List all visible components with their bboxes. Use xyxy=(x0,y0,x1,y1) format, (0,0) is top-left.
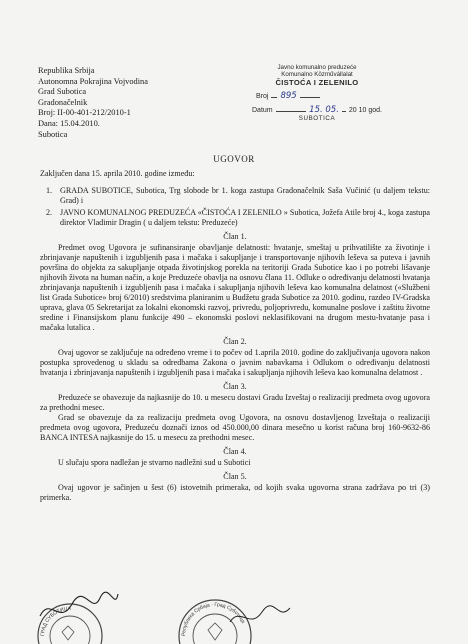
stamp-city: SUBOTICA xyxy=(298,114,336,122)
party-number: 2. xyxy=(46,208,53,217)
article-paragraph: Predmet ovog Ugovora je sufinansiranje obavljanje delatnosti: hvatanje, smeštaj u prihvatilište za životinje i zbrinjavanje napuštenih i izgubljenih pasa i mačaka i sakupljanje i transportovanje njihovih leševa sa puteva i javnih površina do objekta za sakupljanje otpada životinjskog porekla na teritoriji Grada Subotice kao i po potrebi lišavanje njihovih života na human način, a koje Preduzeće obavlja na osnovu člana 11. Odluke o određivanju delatnosti hvatanja zbrinjavanja napuštenih i izgubljenih pasa i mačaka i sakupljanja njihovih leševa kao komunalna delatnost («Službeni list Grada Subotice» broj 6/2010) sredstvima planiranim u Budžetu grada Subotice za 2010. godinu, razdeo IV-Gradska uprava, glava 05 Sekretarijat za lokalni ekonomski razvoj, privredu, poljoprivredu, komunalne poslove i zaštitu životne sredine i Finansijskom planu funkcije 490 – ekonomski poslovi neklasifikovani na drugom mestu-hvatanje pasa i mačaka lutalica . xyxy=(40,243,430,332)
registry-stamp xyxy=(252,64,382,122)
article-paragraph: Ovaj ugovor se zaključuje na određeno vreme i to počev od 1.aprila 2010. godine do zaključivanja ugovora nakon postupka sprovedenog u skladu sa odredbama Zakona o javnim nabavkama i Odlukom o određivanju delatnosti hvatanja i zbrinjavanja napuštenih i izgubljenih pasa i mačaka i sakupljanja njihovih leševa kao komunalna delatnost . xyxy=(40,348,430,377)
party-item xyxy=(46,208,430,228)
article-heading: Član 2. xyxy=(223,337,247,346)
party-item xyxy=(46,186,430,206)
seals-and-signatures xyxy=(0,586,468,644)
seal-right xyxy=(179,600,251,644)
seal-right-text: Република Србија · Град Суботица xyxy=(180,601,246,637)
stamp-datum-value: 15. 05. xyxy=(309,104,339,115)
document-title: UGOVOR xyxy=(213,154,255,164)
sender-line: Subotica xyxy=(38,129,68,139)
article-paragraph: Grad se obavezuje da za realizaciju predmeta ovog Ugovora, na osnovu dostavljenog Izveštaja o realizaciji predmeta ovog ugovora, Preduzeću doznači iznos od 450.000,00 dinara mesečno u korist računa broj 160-9632-86 BANCA INTESA najkasnije do 15. u mesecu za prethodni mesec. xyxy=(40,413,430,442)
seal-left-text: ГРАД СУБОТИЦА xyxy=(39,605,72,637)
article-heading: Član 5. xyxy=(223,472,247,481)
sender-block xyxy=(38,66,148,140)
article-heading: Član 3. xyxy=(223,382,247,391)
article-paragraph: U slučaju spora nadležan je stvarno nadležni sud u Subotici xyxy=(58,458,251,467)
party-text: GRADA SUBOTICE, Subotica, Trg slobode br 1. koga zastupa Gradonačelnik Saša Vučinić (u daljem tekstu: Grad) i xyxy=(60,186,430,205)
article-heading: Član 1. xyxy=(223,232,247,241)
stamp-datum-suffix: 20 10 god. xyxy=(348,106,382,114)
sender-line: Republika Srbija xyxy=(38,66,95,75)
party-number: 1. xyxy=(46,186,53,195)
stamp-broj-label: Broj xyxy=(256,93,269,101)
contract-body xyxy=(40,169,430,503)
stamp-broj-value: 895 xyxy=(280,91,297,102)
stamp-datum-row xyxy=(252,105,382,114)
article-paragraph: Preduzeće se obavezuje da najkasnije do 10. u mesecu dostavi Gradu Izveštaj o realizaciji predmeta ovog ugovora za prethodni mesec. xyxy=(40,393,430,412)
stamp-line1: Javno komunalno preduzeće xyxy=(277,64,357,71)
stamp-company-name: ČISTOĆA I ZELENILO xyxy=(275,78,359,88)
stamp-line2: Komunalno Közművállalat xyxy=(281,71,353,79)
sender-line: Autonomna Pokrajina Vojvodina xyxy=(38,76,148,86)
intro-line: Zaključen dana 15. aprila 2010. godine između: xyxy=(40,169,195,178)
party-text: JAVNO KOMUNALNOG PREDUZEĆA «ČISTOĆA I ZELENILO » Subotica, Jožefa Atile broj 4., koga zastupa direktor Vladimir Dragin ( u daljem tekstu: Preduzeće) xyxy=(60,208,430,227)
sender-line: Broj: II-00-401-212/2010-1 xyxy=(38,108,131,118)
article-heading: Član 4. xyxy=(223,447,247,456)
stamp-broj-row xyxy=(252,91,382,100)
sender-line: Dana: 15.04.2010. xyxy=(38,118,100,128)
signature-area xyxy=(0,586,468,644)
stamp-datum-label: Datum xyxy=(252,106,273,114)
article-paragraph: Ovaj ugovor je sačinjen u šest (6) istovetnih primeraka, od kojih svaka ugovorna strana zadržava po tri (3) primerka. xyxy=(40,483,430,502)
seal-left xyxy=(38,604,102,644)
sender-line: Gradonačelnik xyxy=(38,97,88,107)
sender-line: Grad Subotica xyxy=(38,87,87,97)
